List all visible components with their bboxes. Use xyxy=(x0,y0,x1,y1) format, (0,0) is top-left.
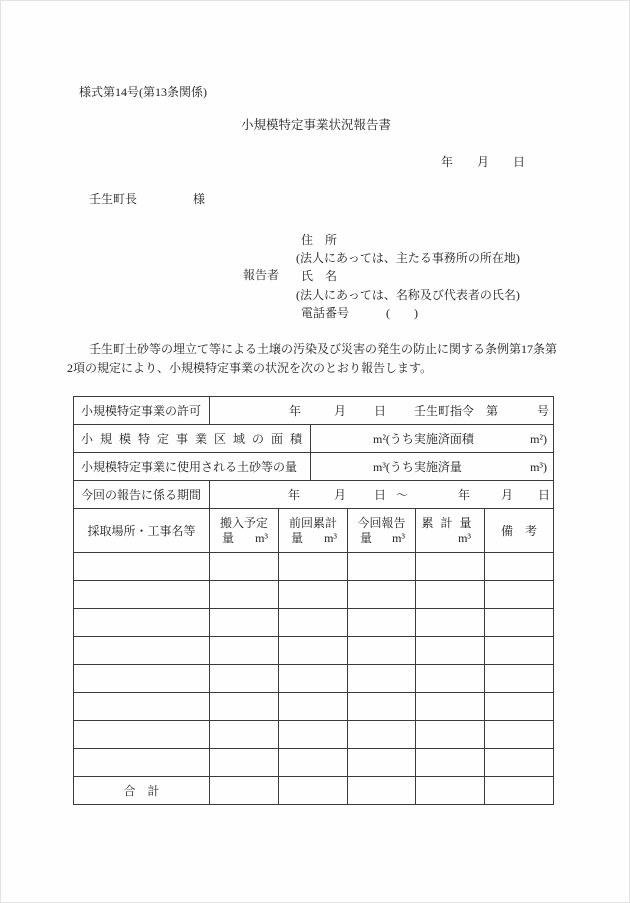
table-row xyxy=(74,749,553,777)
total-row xyxy=(74,777,553,804)
table-cell-empty xyxy=(74,693,209,720)
reporter-label: 報告者 xyxy=(243,268,280,282)
header-cumulative-total-unit: m³ xyxy=(458,531,471,545)
addressee-name: 壬生町長 xyxy=(89,192,138,206)
area-row xyxy=(74,425,553,453)
table-row xyxy=(74,553,553,581)
header-current-report xyxy=(347,509,415,552)
header-current-report-unit-label: 量 xyxy=(360,531,373,545)
table-cell-empty xyxy=(209,749,278,776)
table-cell-empty xyxy=(415,665,484,692)
table-cell-empty xyxy=(209,693,278,720)
table-row xyxy=(74,609,553,637)
table-cell-empty xyxy=(278,665,347,692)
table-cell-empty xyxy=(74,609,209,636)
header-remarks: 備 考 xyxy=(484,509,553,552)
reporter-address-label: 住 所 xyxy=(301,233,338,247)
table-cell-empty xyxy=(415,721,484,748)
table-cell-empty xyxy=(278,693,347,720)
report-table-body xyxy=(74,553,553,777)
date-day-label: 日 xyxy=(513,155,526,169)
table-cell-empty xyxy=(74,721,209,748)
reporter-phone-paren-close: ) xyxy=(414,306,418,320)
table-cell-empty xyxy=(415,581,484,608)
reporter-phone-label: 電話番号 xyxy=(301,306,350,320)
header-planned-volume xyxy=(209,509,278,552)
table-cell-empty xyxy=(484,721,553,748)
soil-value-cell xyxy=(310,453,553,480)
header-current-report-unit: m³ xyxy=(392,531,405,545)
table-cell-empty xyxy=(347,637,415,664)
table-cell-empty xyxy=(484,581,553,608)
period-month2-label: 月 xyxy=(501,487,514,502)
reporter-address-note: (法人にあっては、主たる事務所の所在地) xyxy=(296,251,520,265)
total-cell-current xyxy=(347,777,415,804)
body-paragraph-line-1: 壬生町土砂等の埋立て等による土壌の汚染及び災害の発生の防止に関する条例第17条第 xyxy=(89,342,558,356)
period-value-cell xyxy=(209,481,553,508)
table-cell-empty xyxy=(209,609,278,636)
report-header-row xyxy=(74,509,553,553)
soil-value-left: m³(うち実施済量 xyxy=(373,459,462,474)
header-planned-volume-unit-label: 量 xyxy=(222,531,235,545)
table-cell-empty xyxy=(415,553,484,580)
period-day2-label: 日 xyxy=(538,487,551,502)
table-cell-empty xyxy=(209,665,278,692)
table-cell-empty xyxy=(347,721,415,748)
soil-value-right: m³) xyxy=(530,459,547,474)
table-cell-empty xyxy=(484,637,553,664)
period-row xyxy=(74,481,553,509)
reporter-phone-paren-open: ( xyxy=(386,306,390,320)
total-cell-planned xyxy=(209,777,278,804)
addressee-honorific: 様 xyxy=(193,192,206,206)
period-month1-label: 月 xyxy=(334,487,347,502)
date-year-label: 年 xyxy=(441,155,454,169)
header-previous-total-unit: m³ xyxy=(324,531,337,545)
table-cell-empty xyxy=(484,553,553,580)
table-cell-empty xyxy=(74,665,209,692)
table-cell-empty xyxy=(74,749,209,776)
period-label: 今回の報告に係る期間 xyxy=(81,487,202,502)
total-label: 合 計 xyxy=(123,783,160,798)
table-cell-empty xyxy=(484,749,553,776)
header-cumulative-total xyxy=(415,509,484,552)
table-cell-empty xyxy=(415,637,484,664)
table-cell-empty xyxy=(415,749,484,776)
header-previous-total-unit-label: 量 xyxy=(291,531,304,545)
permit-value-cell xyxy=(209,397,553,424)
total-cell-previous xyxy=(278,777,347,804)
soil-label: 小規模特定事業に使用される土砂等の量 xyxy=(81,459,298,474)
table-row xyxy=(74,581,553,609)
permit-year-label: 年 xyxy=(289,403,302,418)
table-cell-empty xyxy=(209,581,278,608)
header-planned-volume-unit: m³ xyxy=(255,531,268,545)
table-cell-empty xyxy=(484,609,553,636)
area-label: 小規模特定事業区域の面積 xyxy=(81,431,310,446)
permit-label: 小規模特定事業の許可 xyxy=(81,403,202,418)
table-cell-empty xyxy=(209,637,278,664)
period-day1-label: 日 xyxy=(374,487,387,502)
table-cell-empty xyxy=(209,721,278,748)
permit-month-label: 月 xyxy=(334,403,347,418)
permit-no-suffix: 号 xyxy=(536,403,549,418)
table-cell-empty xyxy=(347,553,415,580)
period-year2-label: 年 xyxy=(458,487,471,502)
table-row xyxy=(74,665,553,693)
area-value-left: m²(うち実施済面積 xyxy=(373,431,474,446)
table-cell-empty xyxy=(74,637,209,664)
table-cell-empty xyxy=(347,665,415,692)
period-year1-label: 年 xyxy=(288,487,301,502)
permit-day-label: 日 xyxy=(374,403,387,418)
table-cell-empty xyxy=(278,553,347,580)
permit-row xyxy=(74,397,553,425)
table-cell-empty xyxy=(347,609,415,636)
header-site-name: 採取場所・工事名等 xyxy=(87,523,196,538)
header-current-report-line1: 今回報告 xyxy=(357,516,406,530)
table-cell-empty xyxy=(484,665,553,692)
area-value-right: m²) xyxy=(530,431,547,446)
table-cell-empty xyxy=(74,553,209,580)
permit-no-prefix: 第 xyxy=(486,403,499,418)
reporter-name-label: 氏 名 xyxy=(301,269,338,283)
table-cell-empty xyxy=(278,581,347,608)
table-cell-empty xyxy=(278,749,347,776)
area-value-cell xyxy=(310,425,553,452)
table-cell-empty xyxy=(209,553,278,580)
header-previous-total xyxy=(278,509,347,552)
reporter-name-note: (法人にあっては、名称及び代表者の氏名) xyxy=(296,288,520,302)
table-cell-empty xyxy=(278,609,347,636)
body-paragraph-line-2: 2項の規定により、小規模特定事業の状況を次のとおり報告します。 xyxy=(67,361,433,375)
date-month-label: 月 xyxy=(477,155,490,169)
document-title: 小規模特定事業状況報告書 xyxy=(240,118,391,132)
header-cumulative-total-line1: 累計量 xyxy=(421,516,479,530)
header-previous-total-line1: 前回累計 xyxy=(288,516,337,530)
permit-directive-label: 壬生町指令 xyxy=(414,403,475,418)
table-row xyxy=(74,637,553,665)
header-planned-volume-line1: 搬入予定 xyxy=(219,516,268,530)
table-cell-empty xyxy=(347,693,415,720)
table-cell-empty xyxy=(278,637,347,664)
table-cell-empty xyxy=(415,609,484,636)
total-cell-cumulative xyxy=(415,777,484,804)
table-row xyxy=(74,721,553,749)
date-line xyxy=(441,155,525,169)
total-cell-remarks xyxy=(484,777,553,804)
table-cell-empty xyxy=(278,721,347,748)
report-form-table xyxy=(73,396,554,805)
table-cell-empty xyxy=(415,693,484,720)
addressee-line xyxy=(89,192,205,206)
form-number: 様式第14号(第13条関係) xyxy=(79,85,207,99)
table-cell-empty xyxy=(74,581,209,608)
table-cell-empty xyxy=(484,693,553,720)
table-row xyxy=(74,693,553,721)
period-tilde: ～ xyxy=(396,487,409,502)
soil-row xyxy=(74,453,553,481)
table-cell-empty xyxy=(347,749,415,776)
table-cell-empty xyxy=(347,581,415,608)
